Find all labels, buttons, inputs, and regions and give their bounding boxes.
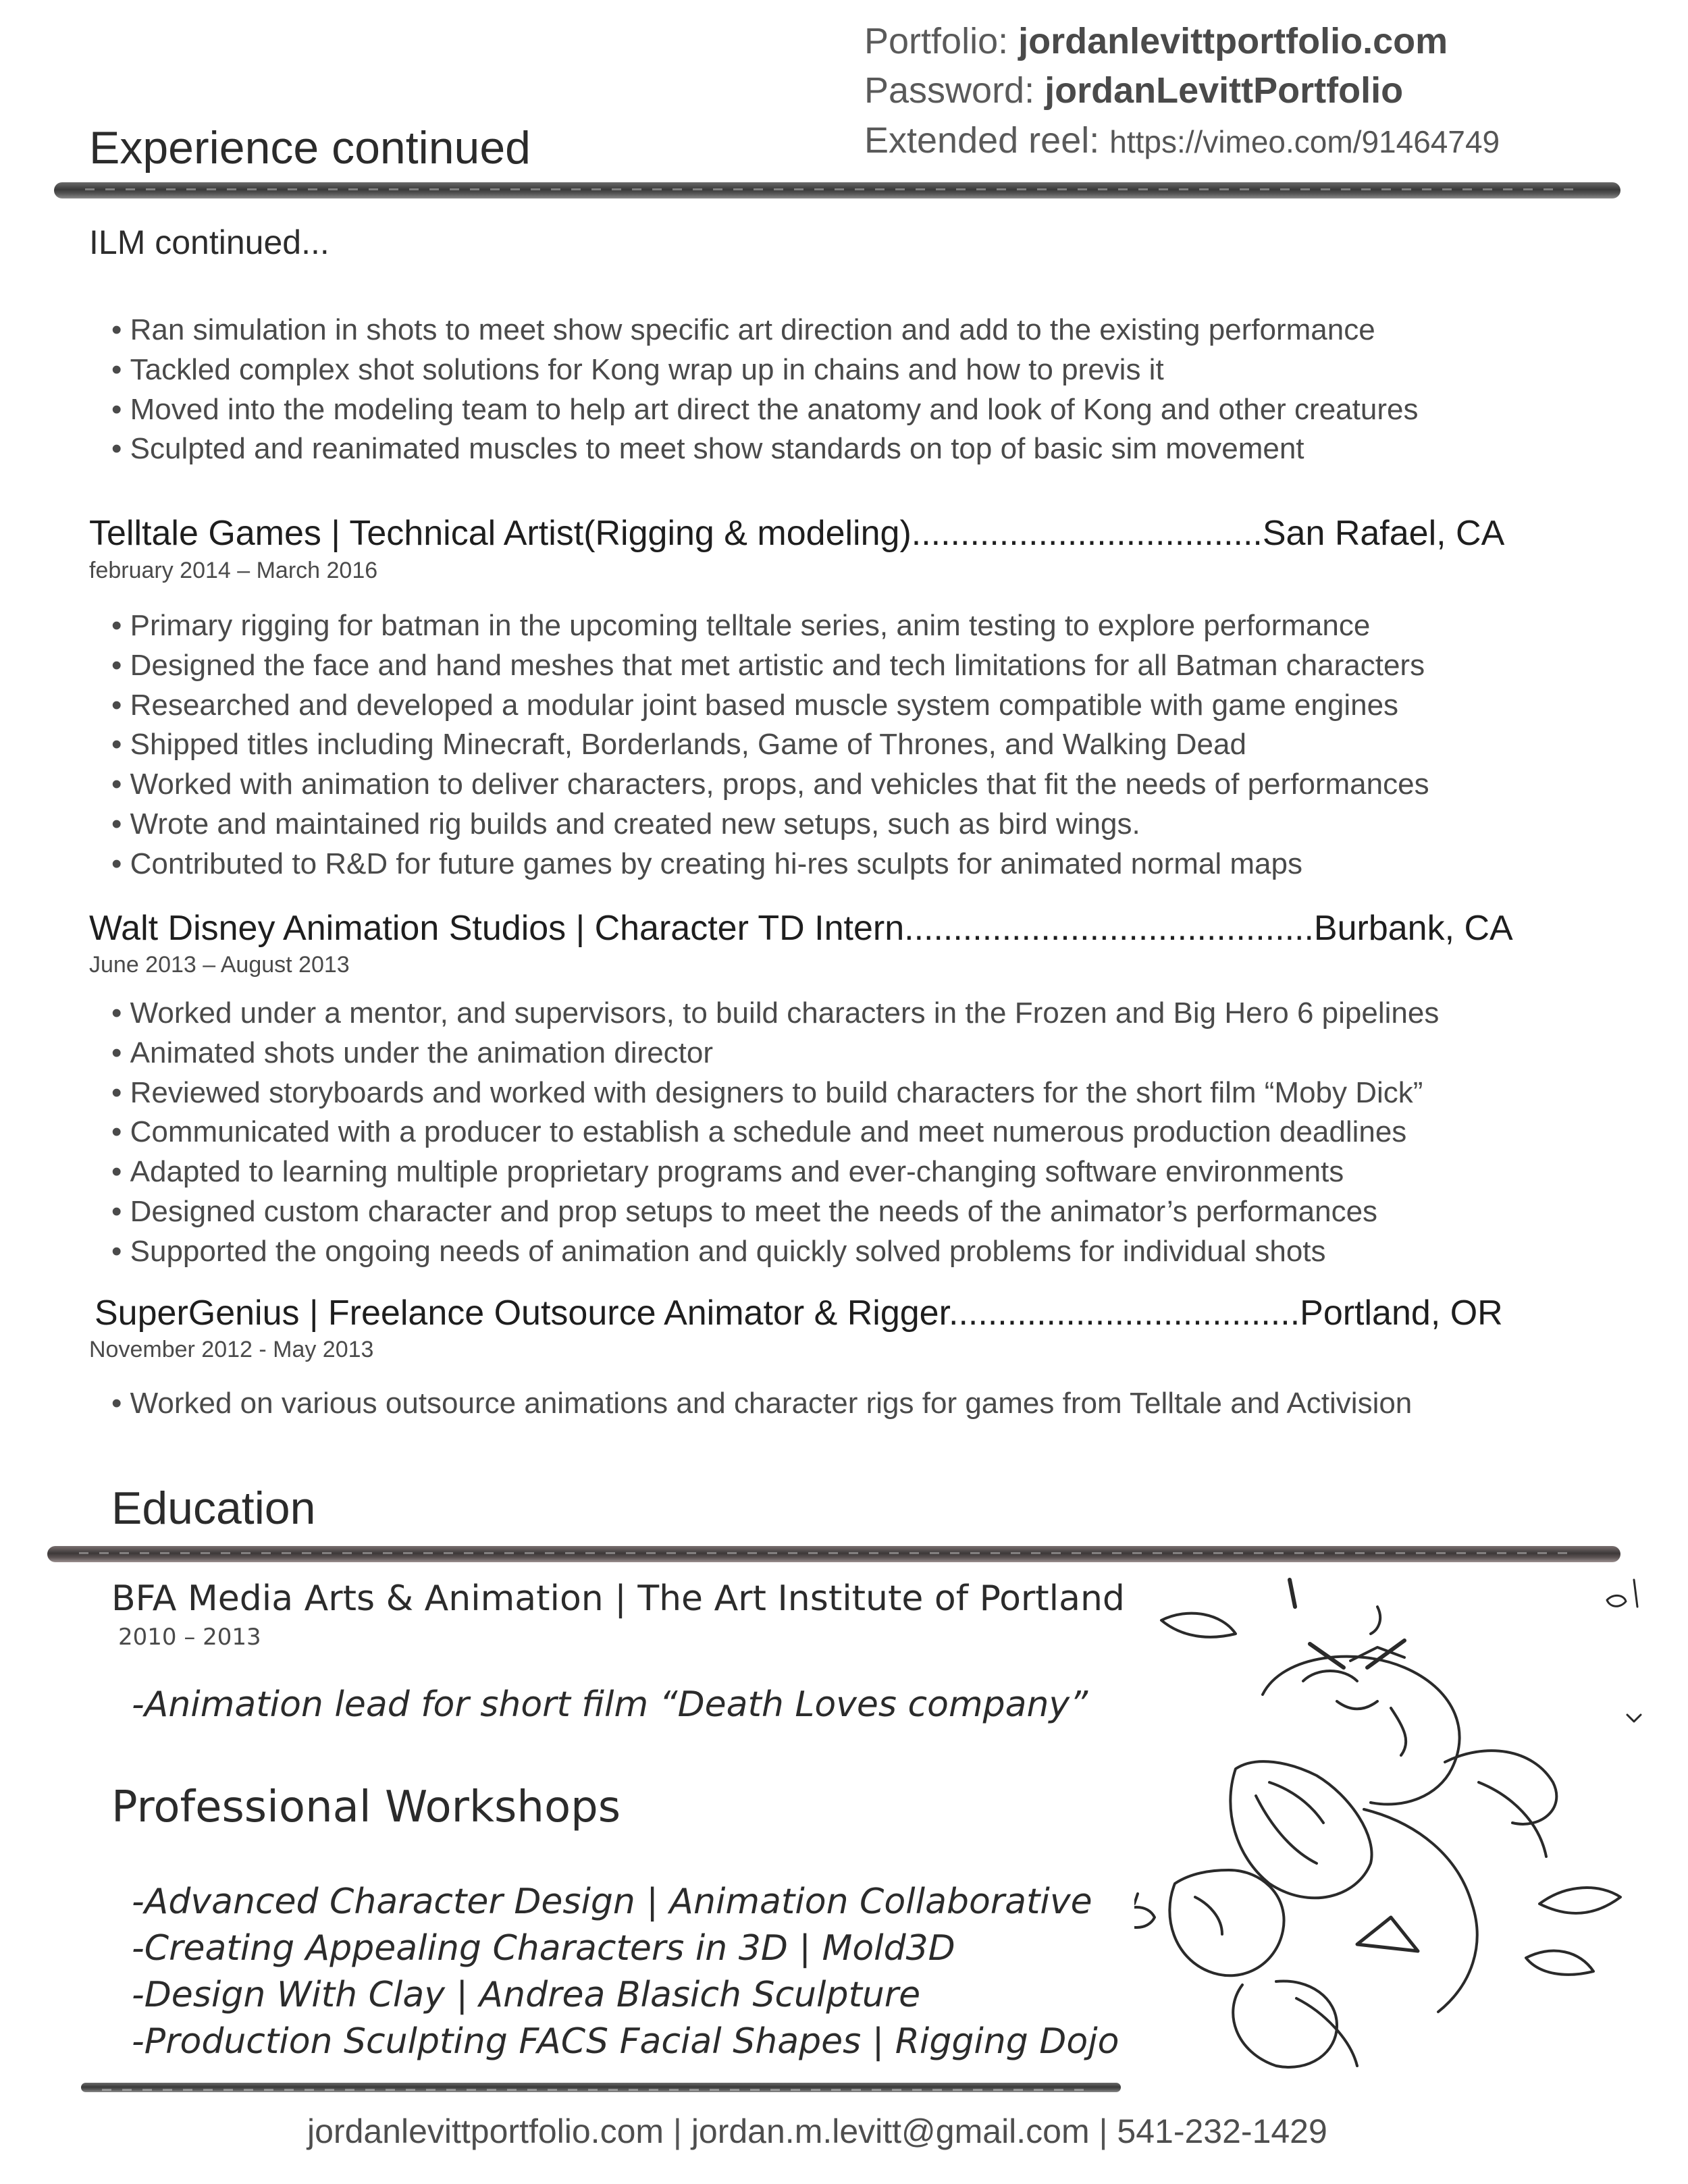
list-item: • Moved into the modeling team to help art direct the anatomy and look of Kong and other creatures	[111, 390, 1418, 430]
degree-dates: 2010 – 2013	[118, 1624, 261, 1651]
list-item: • Worked on various outsource animations and character rigs for games from Telltale and Activision	[111, 1384, 1412, 1424]
list-item: • Reviewed storyboards and worked with designers to build characters for the short film “Moby Dick”	[111, 1073, 1439, 1113]
footer-email-link[interactable]: jordan.m.levitt@gmail.com	[691, 2112, 1090, 2150]
password-value: jordanLevittPortfolio	[1045, 70, 1404, 111]
reel-link[interactable]: https://vimeo.com/91464749	[1109, 124, 1500, 159]
ilm-heading: ILM continued...	[89, 223, 329, 261]
list-item: • Primary rigging for batman in the upcoming telltale series, anim testing to explore performance	[111, 606, 1429, 646]
sketch-illustration-icon	[1134, 1566, 1674, 2079]
disney-bullets	[111, 994, 1439, 1272]
list-item: • Ran simulation in shots to meet show specific art direction and add to the existing performance	[111, 311, 1418, 350]
job-dates-telltale: february 2014 – March 2016	[89, 558, 378, 583]
workshops-title: Professional Workshops	[111, 1782, 621, 1832]
degree-title: BFA Media Arts & Animation | The Art Institute of Portland	[111, 1578, 1125, 1619]
list-item: • Shipped titles including Minecraft, Borderlands, Game of Thrones, and Walking Dead	[111, 725, 1429, 765]
job-title-disney: Walt Disney Animation Studios | Character TD Intern..........................................Burbank, CA	[89, 909, 1513, 948]
list-item: -Production Sculpting FACS Facial Shapes | Rigging Dojo	[132, 2021, 1119, 2062]
footer-contact	[307, 2112, 1327, 2151]
telltale-bullets	[111, 606, 1429, 884]
footer-phone: 541-232-1429	[1117, 2112, 1327, 2150]
job-title-supergenius: SuperGenius | Freelance Outsource Animator & Rigger....................................Portland, OR	[95, 1294, 1503, 1333]
list-item: • Animated shots under the animation director	[111, 1034, 1439, 1073]
reel-label: Extended reel:	[864, 120, 1110, 161]
list-item: • Worked with animation to deliver characters, props, and vehicles that fit the needs of performances	[111, 765, 1429, 805]
supergenius-bullets	[111, 1384, 1412, 1424]
list-item: • Tackled complex shot solutions for Kong wrap up in chains and how to previs it	[111, 350, 1418, 390]
experience-title: Experience continued	[89, 122, 531, 174]
list-item: • Contributed to R&D for future games by creating hi-res sculpts for animated normal maps	[111, 845, 1429, 884]
ilm-bullets	[111, 311, 1418, 469]
list-item: • Worked under a mentor, and supervisors, to build characters in the Frozen and Big Hero 6 pipelines	[111, 994, 1439, 1034]
footer-website-link[interactable]: jordanlevittportfolio.com	[307, 2112, 664, 2150]
list-item: -Advanced Character Design | Animation Collaborative	[132, 1882, 1092, 1922]
list-item: • Designed the face and hand meshes that met artistic and tech limitations for all Batman characters	[111, 646, 1429, 686]
footer-divider	[81, 2083, 1121, 2092]
list-item: • Researched and developed a modular joint based muscle system compatible with game engines	[111, 686, 1429, 726]
list-item: • Sculpted and reanimated muscles to meet show standards on top of basic sim movement	[111, 429, 1418, 469]
portfolio-label: Portfolio:	[864, 21, 1019, 61]
portfolio-line	[864, 20, 1448, 62]
job-dates-disney: June 2013 – August 2013	[89, 952, 350, 978]
password-line	[864, 70, 1403, 111]
footer-separator: |	[1089, 2112, 1117, 2150]
job-title-telltale: Telltale Games | Technical Artist(Rigging & modeling)....................................San Rafael, CA	[89, 514, 1505, 553]
job-dates-supergenius: November 2012 - May 2013	[89, 1337, 374, 1362]
reel-line	[864, 119, 1500, 161]
section-divider	[54, 182, 1620, 198]
footer-separator: |	[664, 2112, 691, 2150]
education-title: Education	[111, 1483, 316, 1534]
portfolio-link[interactable]: jordanlevittportfolio.com	[1018, 21, 1448, 61]
password-label: Password:	[864, 70, 1045, 111]
education-note: -Animation lead for short film “Death Loves company”	[132, 1684, 1088, 1725]
list-item: • Wrote and maintained rig builds and created new setups, such as bird wings.	[111, 805, 1429, 845]
list-item: • Supported the ongoing needs of animation and quickly solved problems for individual shots	[111, 1232, 1439, 1272]
list-item: • Designed custom character and prop setups to meet the needs of the animator’s performances	[111, 1192, 1439, 1232]
list-item: • Communicated with a producer to establish a schedule and meet numerous production deadlines	[111, 1113, 1439, 1152]
section-divider	[47, 1546, 1620, 1562]
list-item: • Adapted to learning multiple proprietary programs and ever-changing software environments	[111, 1152, 1439, 1192]
workshops-list	[132, 1879, 1119, 2065]
list-item: -Design With Clay | Andrea Blasich Sculpture	[132, 1975, 921, 2015]
list-item: -Creating Appealing Characters in 3D | Mold3D	[132, 1928, 955, 1969]
